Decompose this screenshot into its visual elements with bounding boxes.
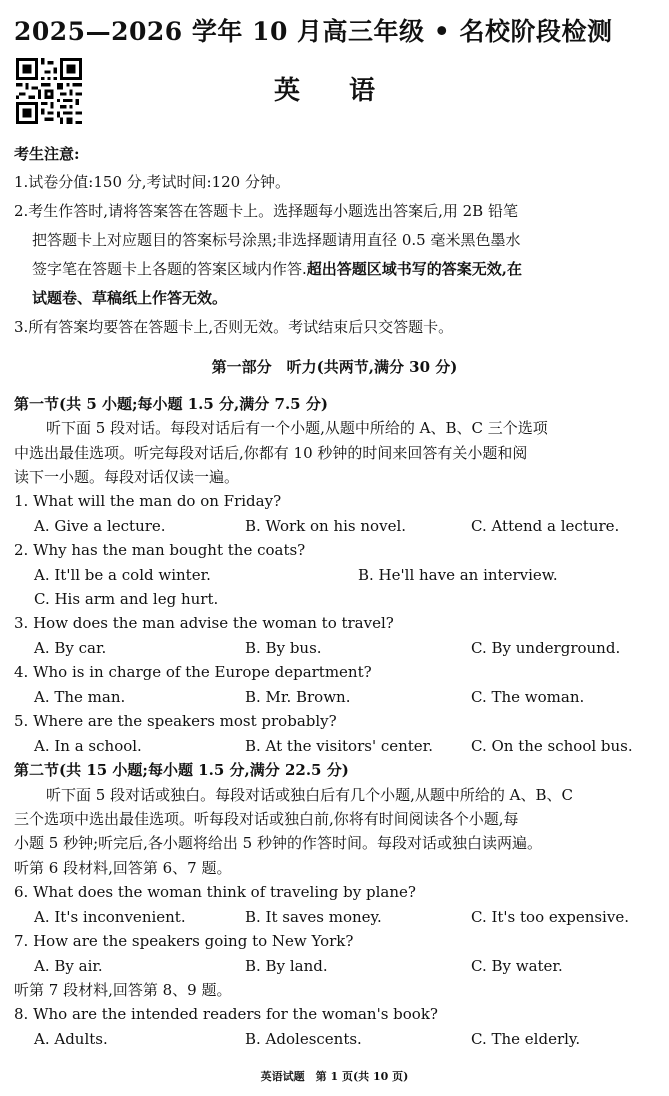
- section-2-instruction-1: 听下面 5 段对话或独白。每段对话或独白后有几个小题,从题中所给的 A、B、C: [46, 786, 573, 804]
- notice-heading: 考生注意:: [14, 145, 80, 163]
- question-2-option-a: A. It'll be a cold winter.: [34, 566, 211, 584]
- question-7-option-c: C. By water.: [471, 957, 563, 975]
- question-1-option-a: A. Give a lecture.: [34, 517, 166, 535]
- question-3-option-c: C. By underground.: [471, 639, 621, 657]
- section-2-instruction-2: 三个选项中选出最佳选项。听每段对话或独白前,你将有时间阅读各个小题,每: [14, 810, 519, 828]
- material-6-instruction: 听第 6 段材料,回答第 6、7 题。: [14, 859, 232, 877]
- question-2: 2. Why has the man bought the coats?: [14, 541, 306, 559]
- notice-item-2-line-2: 把答题卡上对应题目的答案标号涂黑;非选择题请用直径 0.5 毫米黑色墨水: [32, 231, 521, 249]
- question-1: 1. What will the man do on Friday?: [14, 492, 282, 510]
- question-4-option-b: B. Mr. Brown.: [245, 688, 351, 706]
- question-7-option-b: B. By land.: [245, 957, 328, 975]
- question-7-option-a: A. By air.: [34, 957, 103, 975]
- question-6-option-a: A. It's inconvenient.: [34, 908, 186, 926]
- section-1-instruction-3: 读下一小题。每段对话仅读一遍。: [14, 468, 240, 486]
- notice-item-2-line-3: [32, 259, 522, 279]
- exam-title: 2025—2026 学年 10 月高三年级 • 名校阶段检测: [14, 17, 613, 46]
- question-6-option-b: B. It saves money.: [245, 908, 382, 926]
- section-1-instruction-2: 中选出最佳选项。听完每段对话后,你都有 10 秒钟的时间来回答有关小题和阅: [14, 444, 528, 462]
- part-1-title: 第一部分 听力(共两节,满分 30 分): [211, 358, 458, 376]
- section-1-instruction-1: 听下面 5 段对话。每段对话后有一个小题,从题中所给的 A、B、C 三个选项: [46, 419, 548, 437]
- question-5: 5. Where are the speakers most probably?: [14, 712, 337, 730]
- subject-title: 英 语: [273, 76, 396, 106]
- question-1-option-c: C. Attend a lecture.: [471, 517, 620, 535]
- question-6: 6. What does the woman think of traveling by plane?: [14, 883, 416, 901]
- section-1-heading: 第一节(共 5 小题;每小题 1.5 分,满分 7.5 分): [14, 395, 328, 413]
- question-2-option-b: B. He'll have an interview.: [358, 566, 558, 584]
- question-8: 8. Who are the intended readers for the woman's book?: [14, 1005, 438, 1023]
- question-8-option-a: A. Adults.: [34, 1030, 108, 1048]
- question-5-option-c: C. On the school bus.: [471, 737, 633, 755]
- page-footer: 英语试题 第 1 页(共 10 页): [260, 1070, 409, 1083]
- question-4: 4. Who is in charge of the Europe department?: [14, 663, 372, 681]
- question-8-option-b: B. Adolescents.: [245, 1030, 362, 1048]
- section-2-instruction-3: 小题 5 秒钟;听完后,各小题将给出 5 秒钟的作答时间。每段对话或独白读两遍。: [14, 834, 542, 852]
- question-6-option-c: C. It's too expensive.: [471, 908, 629, 926]
- question-3: 3. How does the man advise the woman to travel?: [14, 614, 394, 632]
- question-3-option-b: B. By bus.: [245, 639, 322, 657]
- question-5-option-a: A. In a school.: [34, 737, 142, 755]
- question-5-option-b: B. At the visitors' center.: [245, 737, 433, 755]
- material-7-instruction: 听第 7 段材料,回答第 8、9 题。: [14, 981, 232, 999]
- notice-item-2-line-4: 试题卷、草稿纸上作答无效。: [32, 289, 228, 307]
- question-3-option-a: A. By car.: [34, 639, 107, 657]
- notice-item-2-line-3-normal: 签字笔在答题卡上各题的答案区域内作答.: [32, 260, 307, 278]
- question-4-option-a: A. The man.: [34, 688, 126, 706]
- question-4-option-c: C. The woman.: [471, 688, 585, 706]
- notice-item-1: 1.试卷分值:150 分,考试时间:120 分钟。: [14, 173, 290, 191]
- notice-item-2-line-1: 2.考生作答时,请将答案答在答题卡上。选择题每小题选出答案后,用 2B 铅笔: [14, 202, 518, 220]
- question-8-option-c: C. The elderly.: [471, 1030, 581, 1048]
- question-1-option-b: B. Work on his novel.: [245, 517, 407, 535]
- section-2-heading: 第二节(共 15 小题;每小题 1.5 分,满分 22.5 分): [14, 761, 349, 779]
- question-7: 7. How are the speakers going to New York?: [14, 932, 354, 950]
- notice-item-3: 3.所有答案均要答在答题卡上,否则无效。考试结束后只交答题卡。: [14, 318, 454, 336]
- question-2-option-c: C. His arm and leg hurt.: [34, 590, 219, 608]
- notice-item-2-line-3-bold: 超出答题区域书写的答案无效,在: [306, 260, 523, 278]
